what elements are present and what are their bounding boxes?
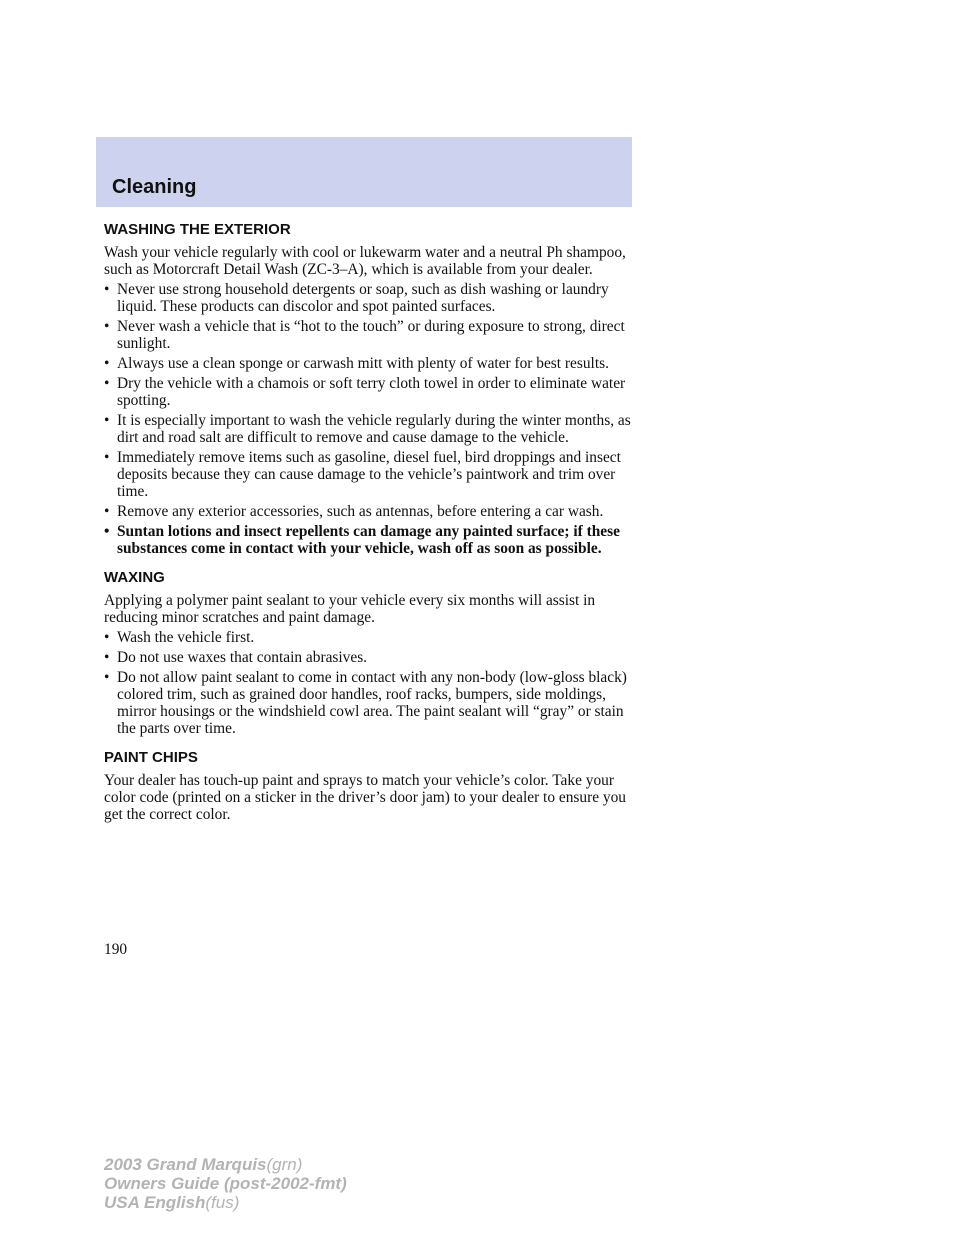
paint-chips-body: Your dealer has touch-up paint and sprays to match your vehicle’s color. Take your color code (printed on a sticker in the driver’s door jam) to your dealer to ensure you get the correct color.	[104, 772, 626, 823]
section-title: Cleaning	[112, 176, 197, 198]
heading-paint-chips: PAINT CHIPS	[104, 749, 198, 766]
section-header-band	[96, 137, 632, 207]
washing-intro: Wash your vehicle regularly with cool or lukewarm water and a neutral Ph shampoo, such as Motorcraft Detail Wash (ZC-3–A), which is available from your dealer.	[104, 244, 626, 278]
heading-waxing: WAXING	[104, 569, 165, 586]
list-item-warning	[104, 523, 644, 557]
waxing-bullet-list	[104, 629, 644, 737]
list-item-text: Wash the vehicle first.	[117, 629, 255, 646]
bullet-dot: •	[104, 375, 110, 392]
list-item	[104, 649, 644, 666]
list-item-text: Never use strong household detergents or soap, such as dish washing or laundry liquid. These products can discolor and spot painted surfaces.	[117, 281, 609, 315]
footer-model-code: (grn)	[266, 1155, 303, 1174]
bullet-dot: •	[104, 412, 110, 429]
bullet-dot: •	[104, 649, 110, 666]
list-item	[104, 669, 644, 737]
list-item-text: Immediately remove items such as gasoline, diesel fuel, bird droppings and insect deposits because they can cause damage to the vehicle’s paintwork and trim over time.	[117, 449, 621, 500]
bullet-dot: •	[104, 669, 110, 686]
heading-washing-exterior: WASHING THE EXTERIOR	[104, 221, 291, 238]
bullet-dot: •	[104, 629, 110, 646]
list-item-text: It is especially important to wash the vehicle regularly during the winter months, as dirt and road salt are difficult to remove and cause damage to the vehicle.	[117, 412, 631, 446]
footer-model-name: 2003 Grand Marquis	[104, 1155, 267, 1174]
list-item	[104, 355, 644, 372]
footer-language-name: USA English	[104, 1193, 206, 1212]
list-item-text: Do not allow paint sealant to come in contact with any non-body (low-gloss black) colored trim, such as grained door handles, roof racks, bumpers, side moldings, mirror housings or the windshield cowl area. The paint sealant will “gray” or stain the parts over time.	[117, 669, 627, 737]
bullet-dot: •	[104, 503, 110, 520]
footer-line-guide	[104, 1174, 347, 1193]
list-item	[104, 412, 644, 446]
list-item	[104, 318, 644, 352]
list-item-text: Never wash a vehicle that is “hot to the touch” or during exposure to strong, direct sunlight.	[117, 318, 625, 352]
list-item	[104, 449, 644, 500]
footer-line-model	[104, 1155, 347, 1174]
bullet-dot: •	[104, 449, 110, 466]
bullet-dot: •	[104, 355, 110, 372]
list-item-text: Dry the vehicle with a chamois or soft terry cloth towel in order to eliminate water spotting.	[117, 375, 626, 409]
list-item-text: Suntan lotions and insect repellents can damage any painted surface; if these substances come in contact with your vehicle, wash off as soon as possible.	[117, 523, 620, 557]
bullet-dot: •	[104, 318, 110, 335]
footer-guide-name: Owners Guide (post-2002-fmt)	[104, 1174, 347, 1193]
list-item	[104, 629, 644, 646]
document-footer	[104, 1155, 347, 1212]
list-item	[104, 375, 644, 409]
bullet-dot: •	[104, 523, 110, 540]
waxing-intro: Applying a polymer paint sealant to your vehicle every six months will assist in reducing minor scratches and paint damage.	[104, 592, 596, 626]
footer-line-language	[104, 1193, 347, 1212]
page-content	[104, 221, 644, 826]
washing-bullet-list	[104, 281, 644, 557]
bullet-dot: •	[104, 281, 110, 298]
list-item-text: Do not use waxes that contain abrasives.	[117, 649, 368, 666]
list-item-text: Always use a clean sponge or carwash mitt with plenty of water for best results.	[117, 355, 609, 372]
page-number: 190	[104, 941, 128, 958]
list-item-text: Remove any exterior accessories, such as antennas, before entering a car wash.	[117, 503, 604, 520]
list-item	[104, 281, 644, 315]
footer-language-code: (fus)	[205, 1193, 240, 1212]
list-item	[104, 503, 644, 520]
